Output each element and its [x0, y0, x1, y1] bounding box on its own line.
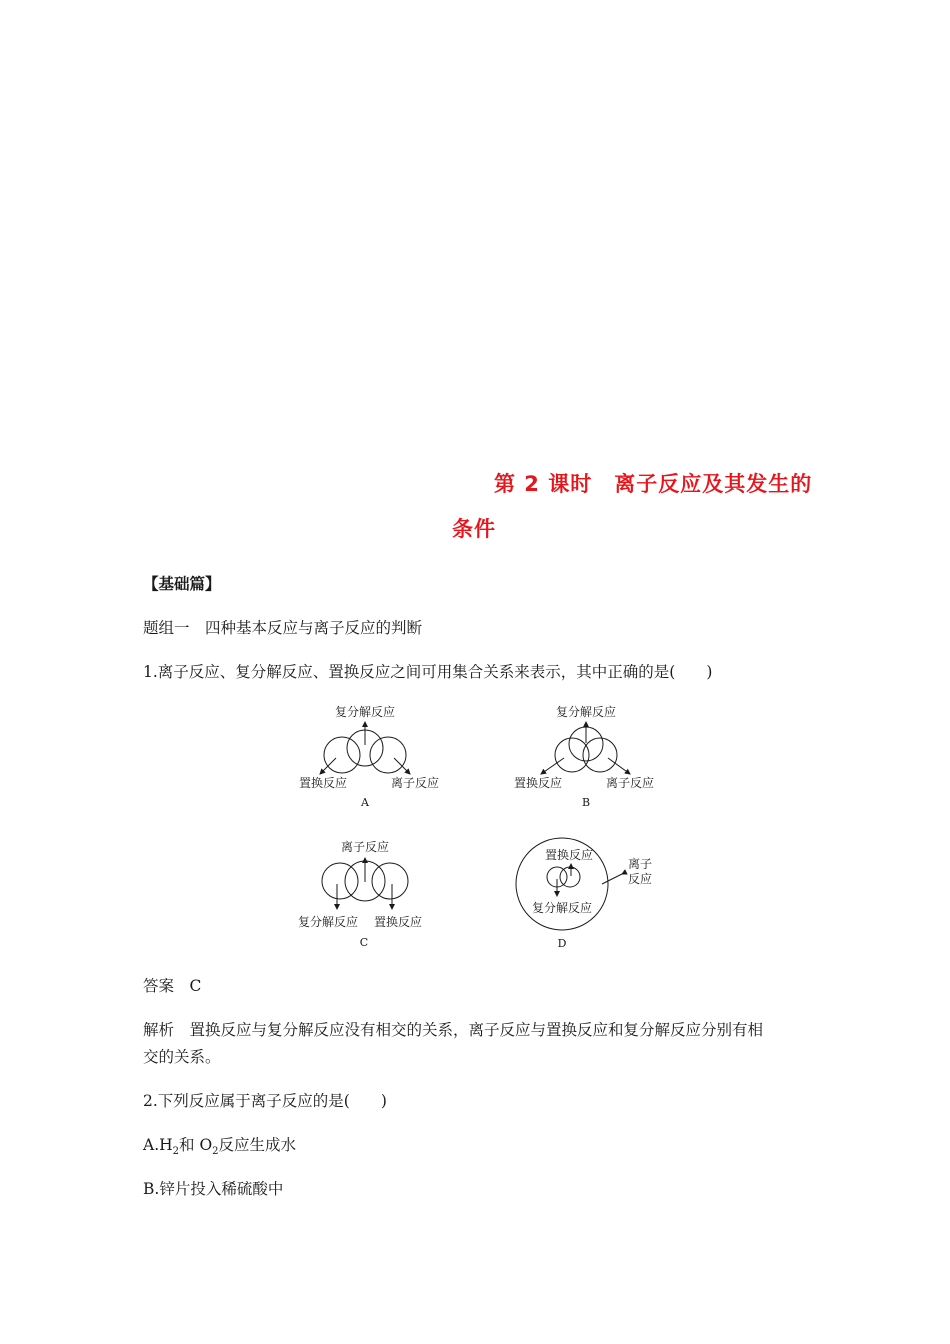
figure-c [290, 834, 440, 952]
fig-b-circle-left [555, 738, 589, 772]
question-1-answer: 答案 C [143, 977, 202, 995]
fig-a-arrow-left [320, 758, 336, 774]
fig-b-right-label: 离子反应 [605, 776, 655, 790]
option-a-suffix: 反应生成水 [218, 1136, 297, 1154]
question-1-analysis-line2: 交的关系。 [143, 1048, 221, 1066]
section-label: 【基础篇】 [143, 575, 221, 593]
fig-a-top-label: 复分解反应 [334, 705, 396, 719]
group-title: 题组一 四种基本反应与离子反应的判断 [143, 619, 423, 637]
fig-d-caption: D [557, 937, 567, 950]
fig-a-arrow-right [394, 758, 410, 774]
option-a-middle: 和 O [179, 1136, 213, 1154]
fig-c-circle-right [372, 863, 408, 899]
fig-a-right-label: 离子反应 [390, 776, 440, 790]
figure-b [508, 700, 668, 812]
question-2-option-b: B.锌片投入稀硫酸中 [143, 1180, 284, 1198]
option-a-subscript-1: 2 [172, 1146, 180, 1158]
fig-c-top-label: 离子反应 [340, 840, 390, 854]
fig-c-circle-left [322, 863, 358, 899]
fig-a-caption: A [361, 796, 369, 809]
fig-b-arrow-right [608, 758, 630, 774]
figure-d [508, 832, 668, 956]
question-1-analysis-line1: 解析 置换反应与复分解反应没有相交的关系，离子反应与置换反应和复分解反应分别有相 [143, 1021, 764, 1039]
fig-d-circle-right [560, 867, 580, 887]
fig-a-circle-right [370, 737, 406, 773]
option-a-prefix: A.H [143, 1136, 173, 1154]
fig-c-right-label: 置换反应 [373, 915, 423, 929]
fig-d-arrow-outer [602, 874, 622, 884]
fig-b-top-label: 复分解反应 [555, 705, 617, 719]
figure-a [290, 700, 450, 812]
fig-d-inner-bottom-label: 复分解反应 [531, 901, 593, 915]
option-a-subscript-2: 2 [212, 1146, 219, 1158]
fig-c-left-label: 复分解反应 [297, 915, 359, 929]
lesson-title-line2: 条件 [452, 517, 496, 541]
question-2-stem: 2.下列反应属于离子反应的是( ) [143, 1092, 387, 1110]
fig-d-outer-label-line1: 离子 [627, 857, 653, 871]
fig-b-caption: B [581, 796, 591, 809]
question-2-option-a [143, 1133, 296, 1157]
fig-b-circle-right [583, 738, 617, 772]
question-1-stem: 1.离子反应、复分解反应、置换反应之间可用集合关系来表示，其中正确的是( ) [143, 663, 713, 681]
fig-b-left-label: 置换反应 [513, 776, 563, 790]
lesson-title-line1: 第 2 课时 离子反应及其发生的 [494, 472, 813, 496]
fig-a-left-label: 置换反应 [298, 776, 348, 790]
fig-c-caption: C [359, 936, 369, 949]
fig-a-circle-left [324, 737, 360, 773]
fig-d-outer-label-line2: 反应 [627, 872, 653, 886]
fig-d-inner-top-label: 置换反应 [544, 848, 594, 862]
fig-b-arrow-left [541, 758, 564, 774]
